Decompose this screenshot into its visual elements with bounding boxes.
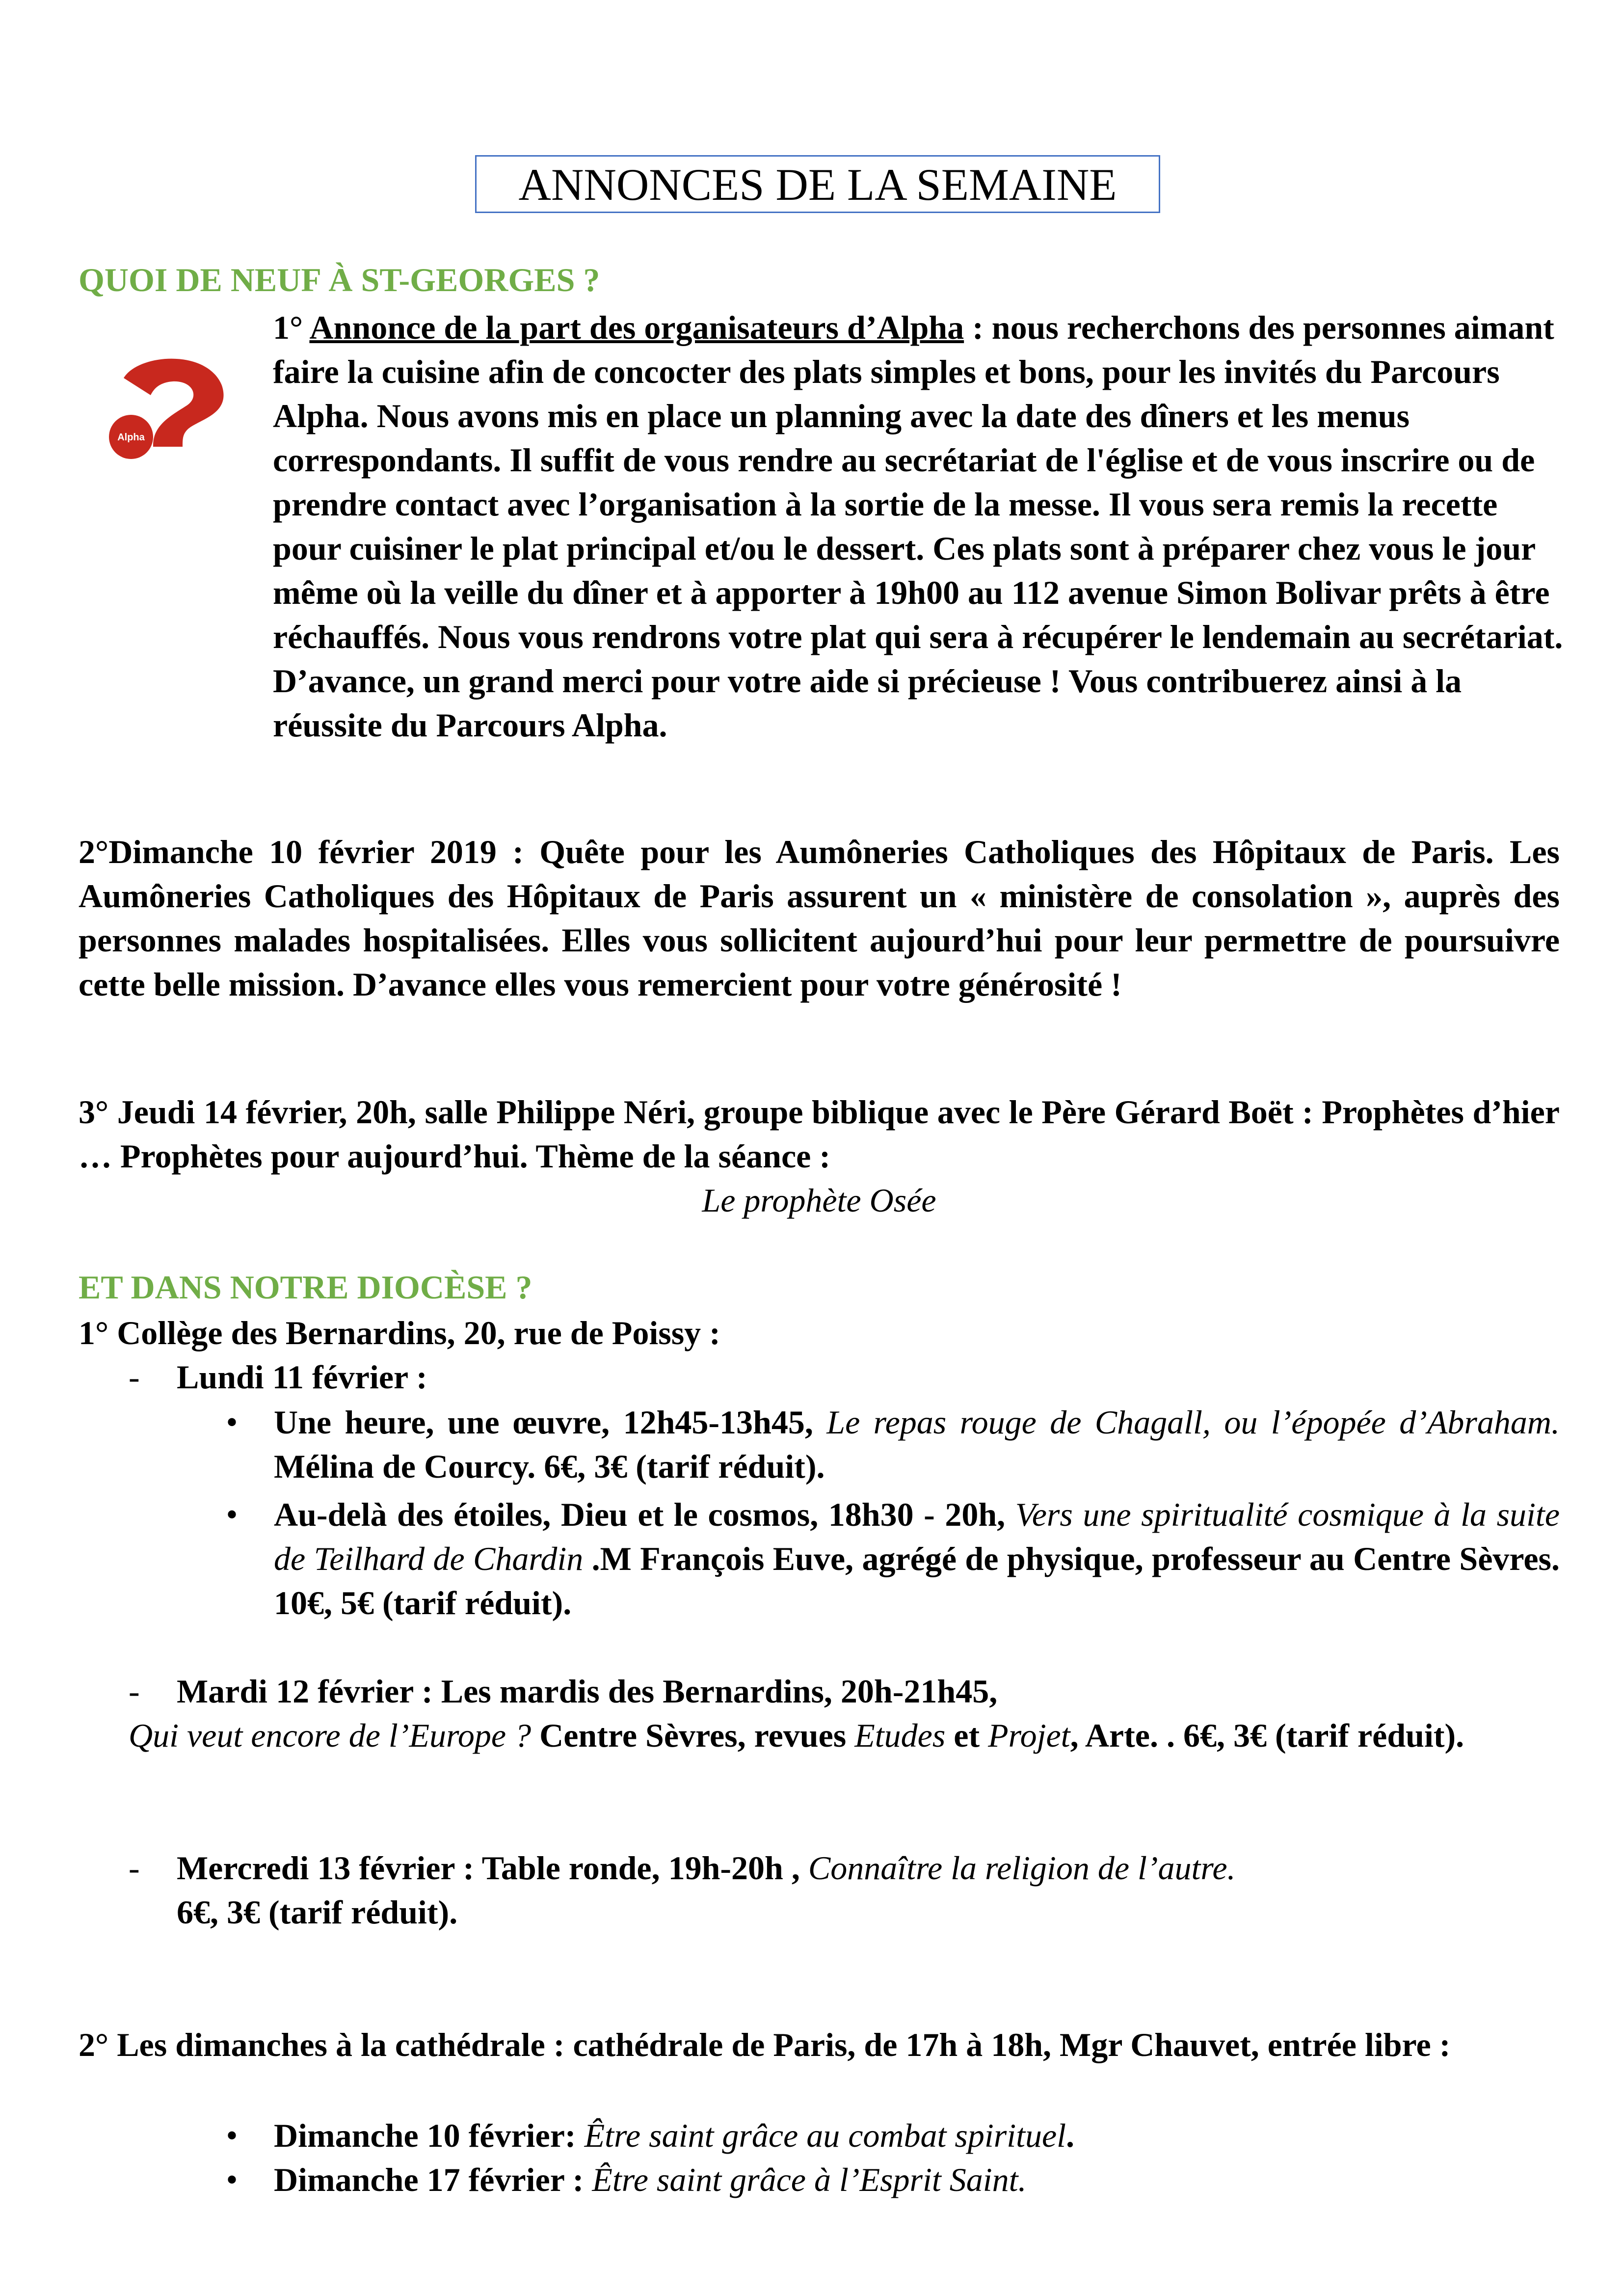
text-segment: Une heure, une œuvre, 12h45-13h45, xyxy=(274,1404,827,1441)
dimanches-cathedrale: 2° Les dimanches à la cathédrale : cathédrale de Paris, de 17h à 18h, Mgr Chauvet, entrée libre : xyxy=(79,2026,1451,2063)
italic-text: Être saint grâce au combat spirituel xyxy=(584,2117,1066,2154)
dimanche-17 xyxy=(274,2158,1027,2202)
section-heading-diocese: ET DANS NOTRE DIOCÈSE ? xyxy=(79,1269,532,1306)
italic-text: Vers une spiritualité cosmique à la suite de Teilhard de Chardin xyxy=(274,1496,1560,1577)
italic-text: Connaître la religion de l’autre. xyxy=(808,1849,1236,1887)
text-segment: 3° Jeudi 14 février, 20h, salle Philippe Néri, groupe biblique avec le Père Gérard Boët : Prophètes d’hier … Prophètes pour aujourd’hui. Thème de la séance : xyxy=(79,1093,1560,1175)
italic-text: Le repas rouge de Chagall, ou l’épopée d’Abraham. xyxy=(826,1404,1560,1441)
text-segment: Dimanche 10 février: xyxy=(274,2117,585,2154)
text-segment: Centre Sèvres, revues xyxy=(531,1717,855,1754)
italic-text: Etudes xyxy=(854,1717,946,1754)
italic-text: Projet xyxy=(988,1717,1070,1754)
dimanche-10 xyxy=(274,2113,1074,2158)
page-title: ANNONCES DE LA SEMAINE xyxy=(475,155,1160,213)
italic-text: Être saint grâce à l’Esprit Saint. xyxy=(592,2161,1027,2198)
text-segment: 2°Dimanche 10 février 2019 : Quête pour les Aumôneries Catholiques des Hôpitaux de Paris. Les Aumôneries Catholiques des Hôpitaux de Paris assurent un « ministère de consolation », auprès des personnes malades hospitalisées. Elles vous sollicitent aujourd’hui pour leur permettre de poursuivre cette belle mission. D’avance elles vous remercient pour votre générosité ! xyxy=(79,833,1560,1003)
mardi-details xyxy=(129,1713,1560,1757)
college-bernardins-title: 1° Collège des Bernardins, 20, rue de Poissy : xyxy=(79,1314,720,1351)
text-segment: Mercredi 13 février : Table ronde, 19h-20h , xyxy=(177,1849,808,1887)
alpha-logo xyxy=(109,351,232,464)
text-segment: : nous recherchons des personnes aimant faire la cuisine afin de concocter des plats simples et bons, pour les invités du Parcours Alpha. Nous avons mis en place un planning avec la date des dîners et les menus correspondants. Il suffit de vous rendre au secrétariat de l'église et de vous inscrire ou de prendre contact avec l’organisation à la sortie de la messe. Il vous sera remis la recette pour cuisiner le plat principal et/ou le dessert. Ces plats sont à préparer chez vous le jour même où la veille du dîner et à apporter à 19h00 au 112 avenue Simon Bolivar prêts à être réchauffés. Nous vous rendrons votre plat qui sera à récupérer le lendemain au secrétariat. D’avance, un grand merci pour votre aide si précieuse ! Vous contribuerez ainsi à la réussite du Parcours Alpha. xyxy=(273,309,1563,744)
text-segment: .M François Euve, agrégé de physique, professeur au Centre Sèvres. 10€, 5€ (tarif réduit). xyxy=(274,1540,1560,1621)
text-segment: 1° xyxy=(273,309,310,346)
announcement-groupe-biblique xyxy=(79,1090,1560,1178)
theme-seance: Le prophète Osée xyxy=(702,1182,936,1219)
text-segment: Dimanche 17 février : xyxy=(274,2161,592,2198)
bullet-marker: • xyxy=(227,2119,238,2152)
lundi-heading: Lundi 11 février : xyxy=(177,1358,427,1396)
underlined-text: Annonce de la part des organisateurs d’Alpha xyxy=(309,309,964,346)
text-segment: , Arte. . 6€, 3€ (tarif réduit). xyxy=(1070,1717,1464,1754)
text-segment: . xyxy=(1066,2117,1075,2154)
dash-marker: - xyxy=(129,1673,140,1710)
event-une-heure-une-oeuvre xyxy=(274,1400,1560,1488)
section-heading-st-georges: QUOI DE NEUF À ST-GEORGES ? xyxy=(79,261,600,298)
event-au-dela-des-etoiles xyxy=(274,1492,1560,1625)
dash-marker: - xyxy=(129,1358,140,1396)
alpha-logo-text: Alpha xyxy=(117,432,145,443)
announcement-quete xyxy=(79,830,1560,1006)
text-segment: et xyxy=(945,1717,988,1754)
bullet-marker: • xyxy=(227,2163,238,2196)
bullet-marker: • xyxy=(227,1406,238,1438)
announcement-alpha xyxy=(273,305,1569,747)
italic-text: Qui veut encore de l’Europe ? xyxy=(129,1717,532,1754)
mercredi-price: 6€, 3€ (tarif réduit). xyxy=(177,1893,458,1931)
text-segment: Mélina de Courcy. 6€, 3€ (tarif réduit). xyxy=(274,1448,825,1485)
text-segment: Au-delà des étoiles, Dieu et le cosmos, 18h30 - 20h, xyxy=(274,1496,1015,1533)
mercredi-event xyxy=(177,1846,1236,1890)
bullet-marker: • xyxy=(227,1498,238,1531)
dash-marker: - xyxy=(129,1849,140,1887)
mardi-heading: Mardi 12 février : Les mardis des Bernardins, 20h-21h45, xyxy=(177,1673,998,1710)
